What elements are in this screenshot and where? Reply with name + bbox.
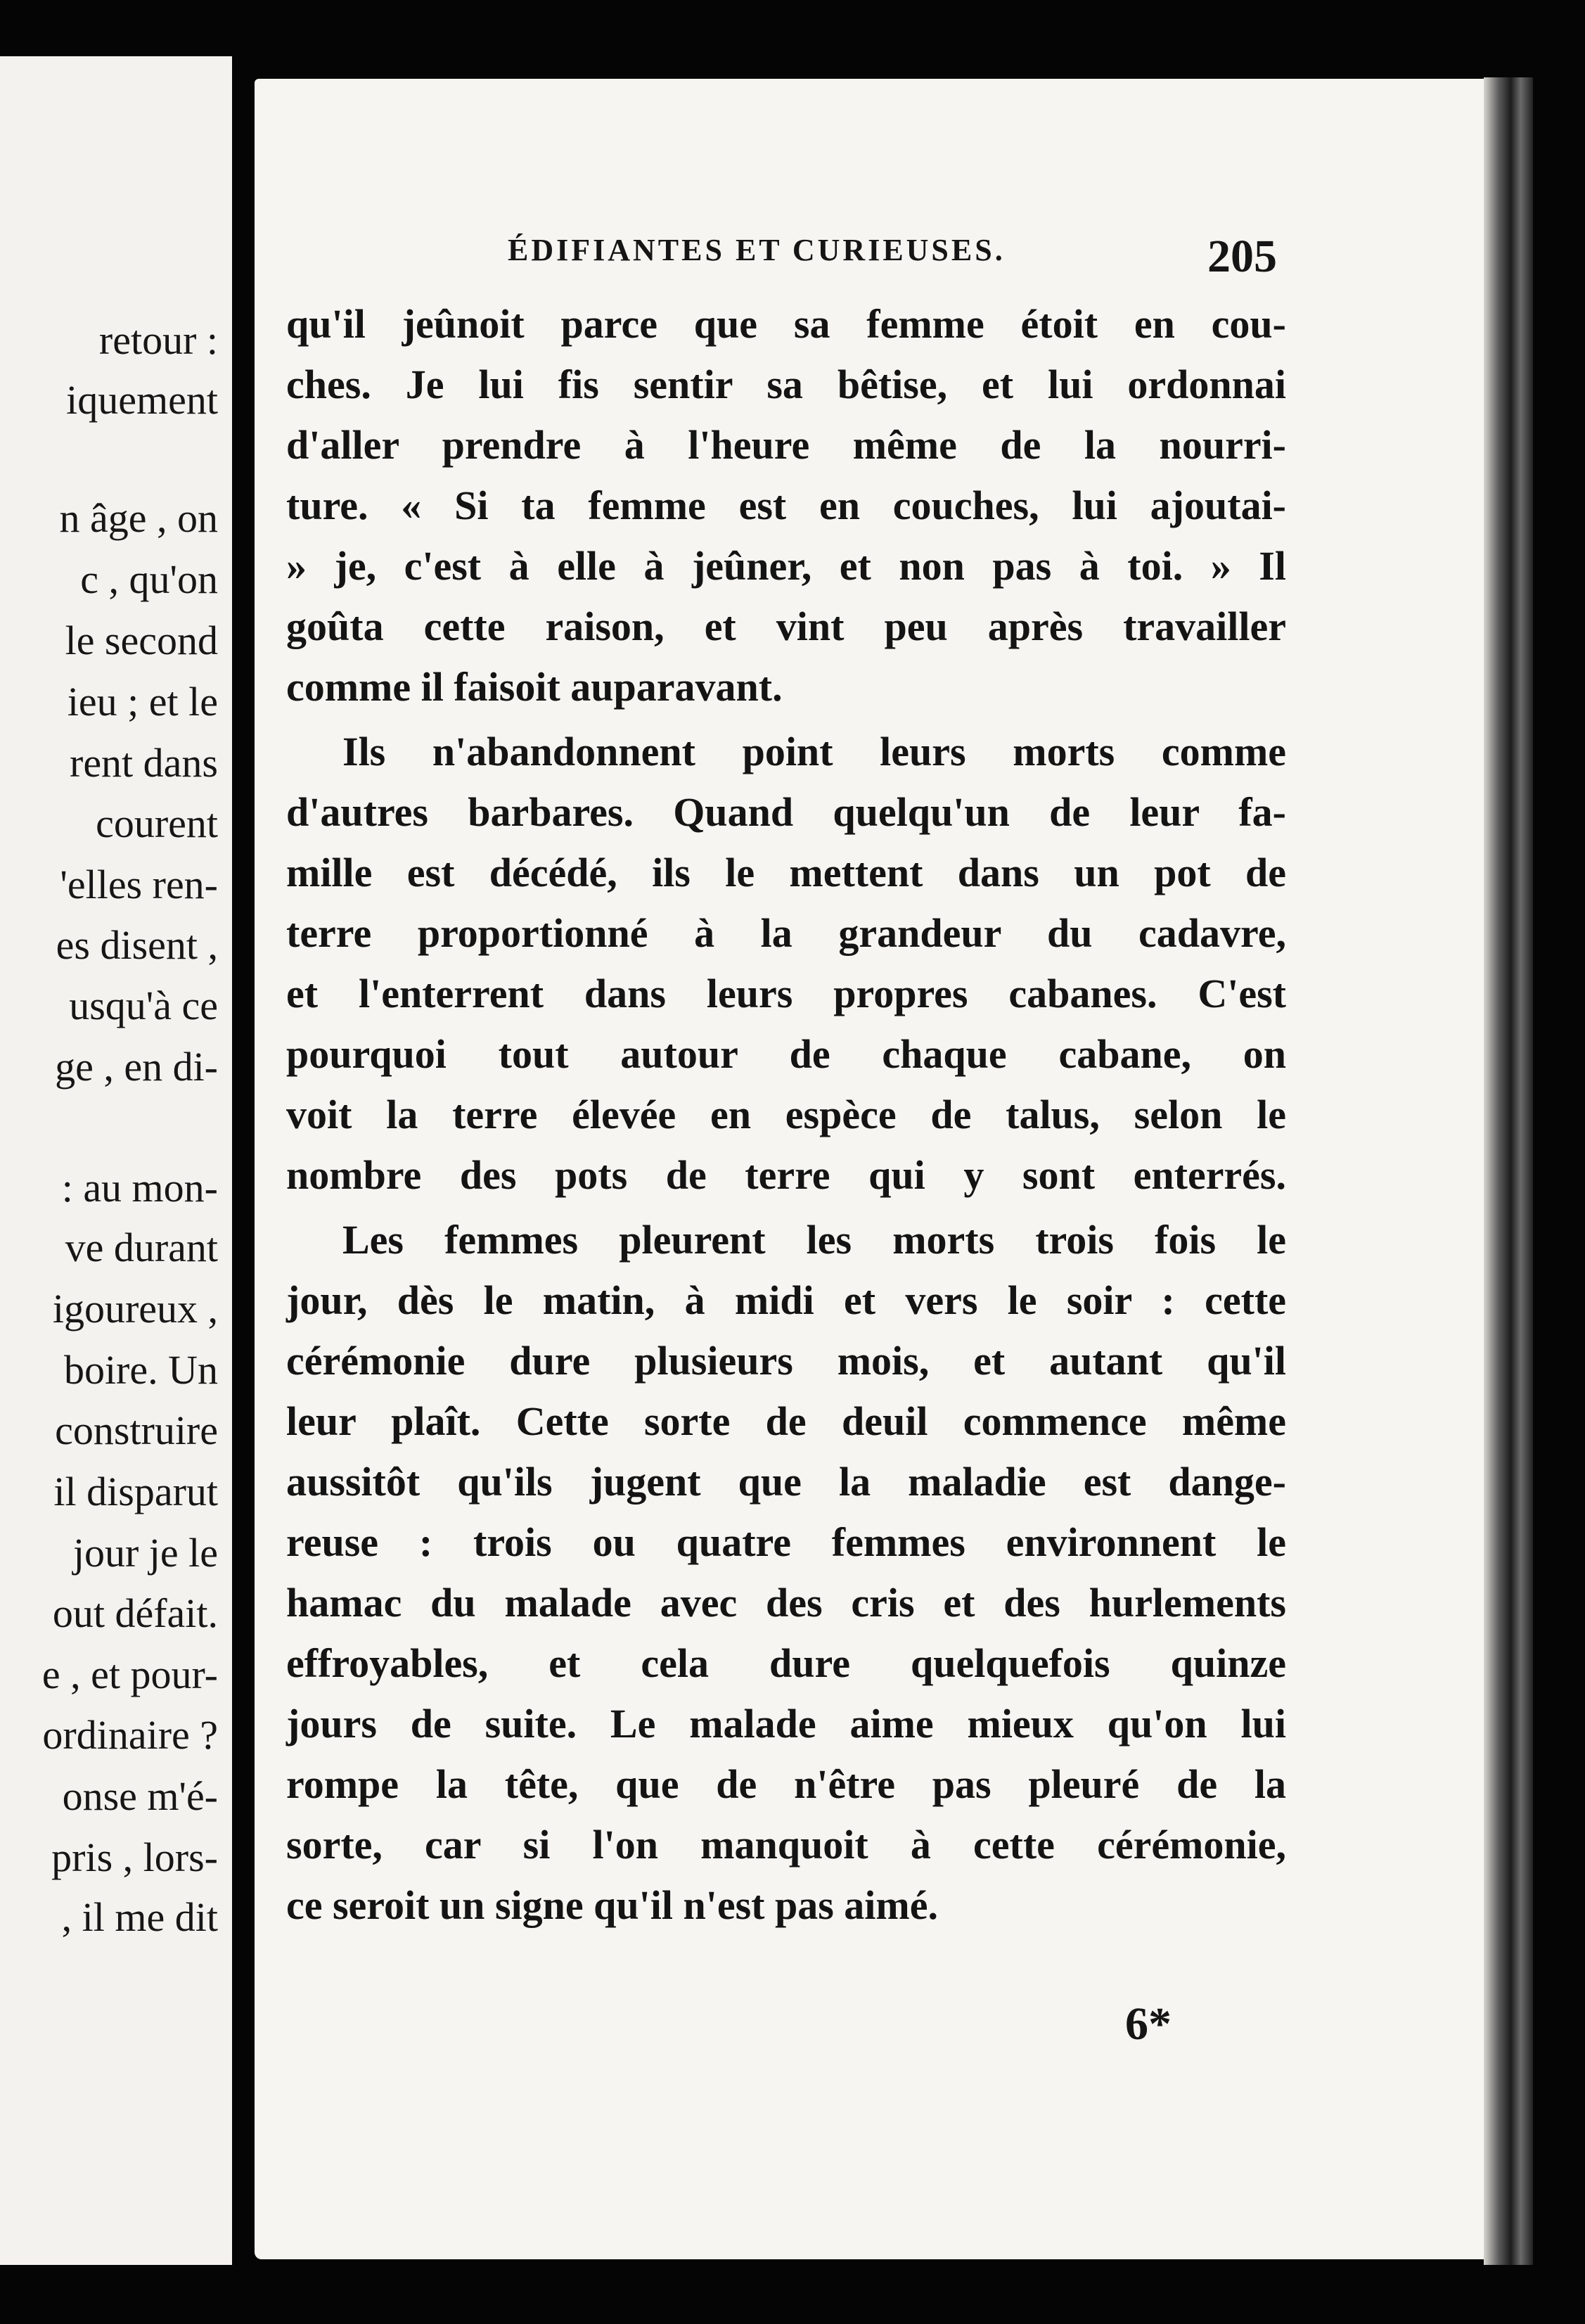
facing-page-line: onse m'é- [62,1773,218,1819]
text-line: voit la terre élevée en espèce de talus, selon le [286,1092,1286,1137]
facing-page-line: c , qu'on [80,556,218,602]
facing-page-line: le second [65,618,218,663]
facing-page-line: boire. Un [63,1347,218,1393]
facing-page-line: ordinaire ? [42,1712,218,1758]
facing-page-line: : au mon- [61,1165,218,1211]
facing-page-line: n âge , on [59,495,218,541]
facing-page-line: pris , lors- [51,1834,218,1880]
text-line: goûta cette raison, et vint peu après travailler [286,604,1286,649]
facing-page-line: 'elles ren- [60,862,218,907]
facing-page-line: ve durant [65,1225,218,1270]
paragraph-first-line: Ils n'abandonnent point leurs morts comme [342,729,1286,774]
text-line: d'autres barbares. Quand quelqu'un de leur fa- [286,789,1286,835]
text-line: jours de suite. Le malade aime mieux qu'on lui [286,1701,1286,1747]
text-line: terre proportionné à la grandeur du cadavre, [286,910,1286,956]
text-line: cérémonie dure plusieurs mois, et autant qu'il [286,1338,1286,1384]
facing-page-left [0,56,232,2265]
facing-page-line: rent dans [70,740,218,786]
page-edge-shadow [1484,77,1533,2265]
facing-page-line: courent [96,800,218,846]
facing-page-line: out défait. [52,1590,218,1636]
signature-mark: 6* [1125,1998,1172,2050]
text-line: pourquoi tout autour de chaque cabane, on [286,1031,1286,1077]
text-line: mille est décédé, ils le mettent dans un pot de [286,850,1286,895]
text-line: ce seroit un signe qu'il n'est pas aimé. [286,1882,938,1928]
text-line: rompe la tête, que de n'être pas pleuré de la [286,1761,1286,1807]
facing-page-line: usqu'à ce [69,983,218,1028]
facing-page-line: construire [55,1407,218,1453]
facing-page-line: es disent , [56,922,218,968]
text-line: jour, dès le matin, à midi et vers le soir : cette [286,1277,1286,1323]
text-line: leur plaît. Cette sorte de deuil commence même [286,1398,1286,1444]
text-line: reuse : trois ou quatre femmes environnent le [286,1519,1286,1565]
facing-page-line: e , et pour- [41,1652,218,1697]
text-line: ches. Je lui fis sentir sa bêtise, et lui ordonnai [286,362,1286,407]
text-line: qu'il jeûnoit parce que sa femme étoit en cou- [286,301,1286,347]
text-line: d'aller prendre à l'heure même de la nourri- [286,422,1286,468]
text-line: aussitôt qu'ils jugent que la maladie est dange- [286,1459,1286,1505]
paragraph-first-line: Les femmes pleurent les morts trois fois le [342,1217,1286,1263]
facing-page-line: ge , en di- [55,1044,218,1090]
text-line: sorte, car si l'on manquoit à cette cérémonie, [286,1822,1286,1868]
text-line: » je, c'est à elle à jeûner, et non pas à toi. » Il [286,543,1286,589]
facing-page-line: jour je le [72,1530,218,1576]
text-line: nombre des pots de terre qui y sont enterrés. [286,1152,1286,1198]
facing-page-line: il disparut [53,1469,218,1514]
text-line: ture. « Si ta femme est en couches, lui ajoutai- [286,483,1286,528]
text-line: comme il faisoit auparavant. [286,664,783,710]
facing-page-line: igoureux , [52,1286,218,1332]
running-head: ÉDIFIANTES ET CURIEUSES. [508,233,1006,267]
facing-page-line: retour : [98,317,218,363]
text-line: et l'enterrent dans leurs propres cabanes. C'est [286,971,1286,1016]
facing-page-line: iquement [66,377,218,423]
facing-page-line: , il me dit [61,1894,218,1940]
page-number: 205 [1207,231,1277,282]
text-line: hamac du malade avec des cris et des hurlements [286,1580,1286,1626]
facing-page-line: ieu ; et le [67,679,218,724]
text-line: effroyables, et cela dure quelquefois quinze [286,1640,1286,1686]
